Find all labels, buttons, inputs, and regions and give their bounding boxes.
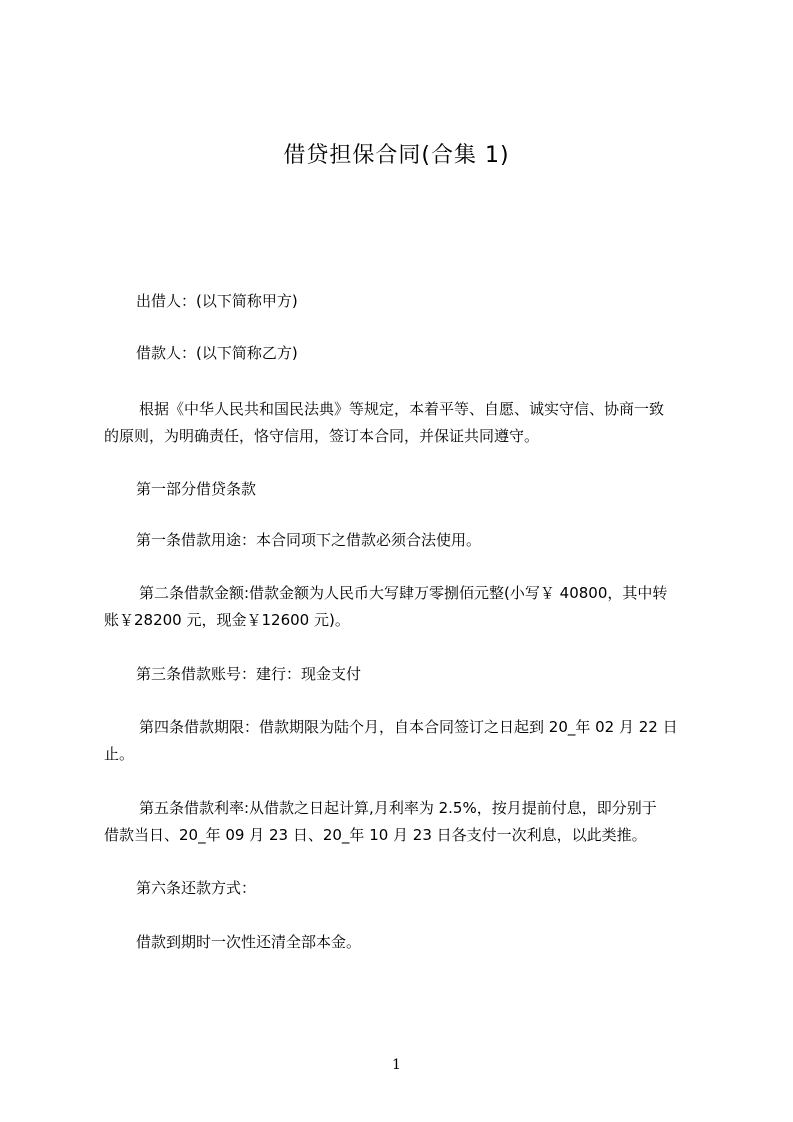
preamble-line-1: 根据《中华人民共和国民法典》等规定，本着平等、自愿、诚实守信、协商一致 xyxy=(139,400,665,418)
article-4-line-2: 止。 xyxy=(104,745,135,763)
article-2-line-1: 第二条借款金额:借款金额为人民币大写肆万零捌佰元整(小写￥ 40800，其中转 xyxy=(139,584,668,602)
article-1: 第一条借款用途：本合同项下之借款必须合法使用。 xyxy=(136,531,482,549)
preamble-paragraph xyxy=(104,396,704,450)
page-number: 1 xyxy=(392,1057,401,1073)
article-2-line-2: 账￥28200 元，现金￥12600 元)。 xyxy=(104,611,350,629)
article-2-paragraph xyxy=(104,580,704,634)
article-4-paragraph xyxy=(104,714,704,768)
article-6: 第六条还款方式： xyxy=(136,879,257,897)
document-title: 借贷担保合同(合集 1) xyxy=(283,143,510,168)
part-one-heading: 第一部分借贷条款 xyxy=(136,480,257,498)
article-3: 第三条借款账号：建行：现金支付 xyxy=(136,665,362,683)
lender-line: 出借人：(以下简称甲方) xyxy=(136,292,298,310)
article-5-line-2: 借款当日、20_年 09 月 23 日、20_年 10 月 23 日各支付一次利息，以此类推。 xyxy=(104,826,647,844)
article-5-paragraph xyxy=(104,795,704,849)
article-4-line-1: 第四条借款期限：借款期限为陆个月，自本合同签订之日起到 20_年 02 月 22 日 xyxy=(139,718,678,736)
borrower-line: 借款人：(以下简称乙方) xyxy=(136,344,298,362)
preamble-line-2: 的原则，为明确责任，恪守信用，签订本合同，并保证共同遵守。 xyxy=(104,427,540,445)
article-5-line-1: 第五条借款利率:从借款之日起计算,月利率为 2.5%，按月提前付息，即分别于 xyxy=(139,799,657,817)
repayment-line: 借款到期时一次性还清全部本金。 xyxy=(136,933,362,951)
